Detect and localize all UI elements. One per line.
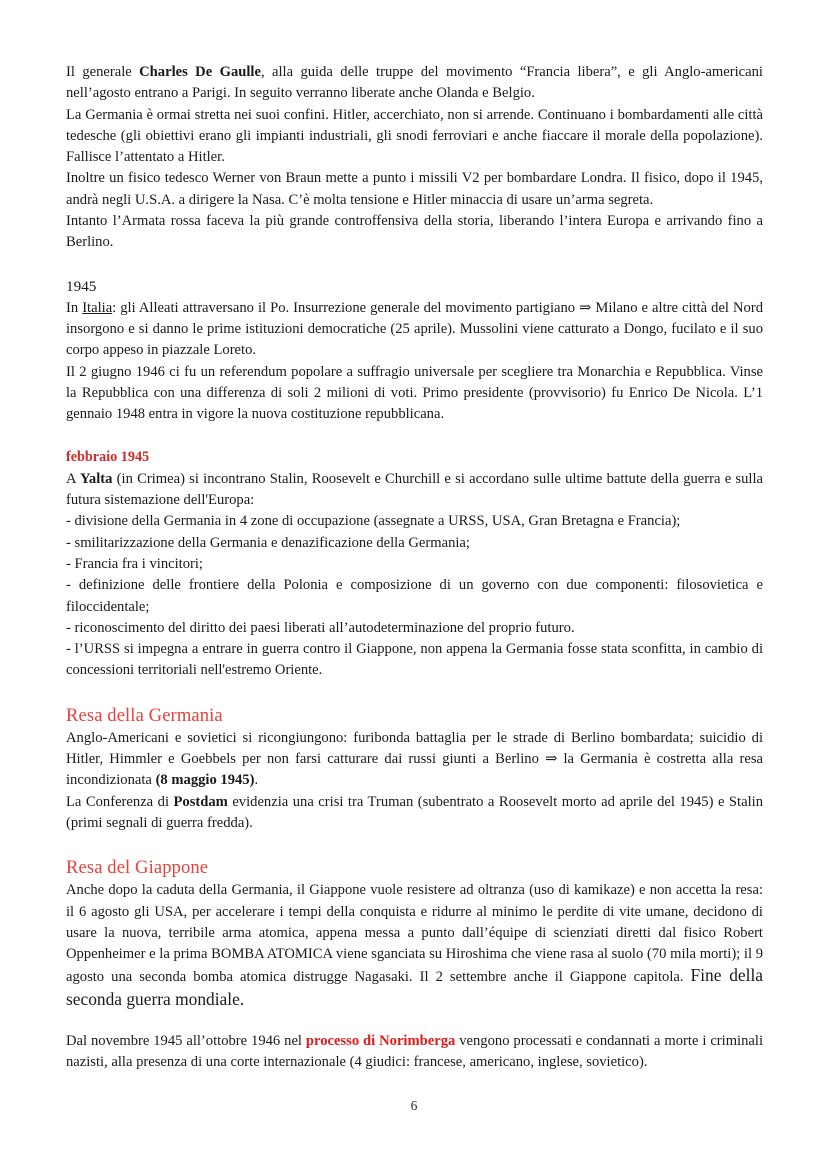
bold-yalta: Yalta (79, 470, 113, 487)
text-run: Anche dopo la caduta della Germania, il Giappone vuole resistere ad oltranza (uso di kamikaze) e non accetta la resa: il 6 agosto gli USA, per accelerare i tempi della conquista e ridurre al minimo le perdite di vite umane, decidono di usare la nuova, terribile arma atomica, appena messa a punto dall’équipe di scienziati diretti dal fisico Robert Oppenheimer e la prima BOMBA ATOMICA viene sganciata su Hiroshima che viene rasa al suolo (70 mila morti); il 9 agosto una seconda bomba atomica distrugge Nagasaki. Il 2 settembre anche il Giappone capitola. (66, 882, 763, 986)
list-item-autodeterminazione: - riconoscimento del diritto dei paesi liberati all’autodeterminazione del proprio futuro. (66, 619, 575, 636)
list-item-urss-giappone: - l’URSS si impegna a entrare in guerra contro il Giappone, non appena la Germania fosse stata sconfitta, in cambio di concessioni territoriali nell'estremo Oriente. (66, 641, 763, 679)
paragraph-bomba-atomica (66, 880, 763, 1012)
text-run: (in Crimea) si incontrano Stalin, Roosevelt e Churchill e si accordano sulle ultime battute della guerra e sulla futura sistemazione dell'Europa: (66, 470, 763, 509)
text-run: evidenzia una crisi tra Truman (subentrato a Roosevelt morto ad aprile del 1945) e Stalin (primi segnali di guerra fredda). (66, 793, 763, 831)
bold-charles-de-gaulle: Charles De Gaulle (139, 64, 261, 80)
spacer (66, 1012, 763, 1031)
list-item-smilitarizzazione: - smilitarizzazione della Germania e denazificazione della Germania; (66, 534, 470, 551)
spacer (66, 682, 763, 704)
emphasis-fine-guerra: Fine della seconda guerra mondiale. (66, 965, 763, 1009)
list-item-divisione-germania: - divisione della Germania in 4 zone di occupazione (assegnate a URSS, USA, Gran Bretagna e Francia); (66, 513, 681, 530)
text-run: : gli Alleati attraversano il Po. Insurrezione generale del movimento partigiano ⇒ Milano e altre città del Nord insorgono e si danno le prime istituzioni democratiche (25 aprile). Mussolini viene catturato a Dongo, fucilato e il suo corpo appeso in piazzale Loreto. (66, 299, 763, 359)
spacer (66, 254, 763, 276)
text-run: , alla guida delle truppe del movimento “Francia libera”, e gli Anglo-americani nell’agosto entrano a Parigi. In seguito verranno liberate anche Olanda e Belgio. (66, 64, 763, 102)
paragraph-von-braun: Inoltre un fisico tedesco Werner von Braun mette a punto i missili V2 per bombardare Londra. Il fisico, dopo il 1945, andrà negli U.S.A. a dirigere la Nasa. C’è molta tensione e Hitler minaccia di usare un’arma segreta. (66, 170, 763, 208)
bold-postdam: Postdam (173, 793, 228, 810)
heading-resa-della-germania: Resa della Germania (66, 704, 223, 726)
highlight-processo-norimberga: processo di Norimberga (305, 1032, 456, 1049)
paragraph-resa-incondizionata (66, 728, 763, 792)
text-run: Anglo-Americani e sovietici si ricongiungono: furibonda battaglia per le strade di Berlino bombardata; suicidio di Hitler, Himmler e Goebbels per non farsi catturare dai russi giunti a Berlino ⇒ la Germania è costretta alla resa incondizionata (66, 729, 763, 789)
paragraph-referendum: Il 2 giugno 1946 ci fu un referendum popolare a suffragio universale per scegliere tra Monarchia e Repubblica. Vinse la Repubblica con una differenza di soli 2 milioni di voti. Primo presidente (provvisorio) fu Enrico De Nicola. L’1 gennaio 1948 entra in vigore la nuova costituzione repubblicana. (66, 363, 763, 423)
text-run: Il generale (66, 64, 140, 80)
paragraph-yalta (66, 469, 763, 512)
text-run: . (254, 772, 259, 789)
list-item-francia-vincitori: - Francia fra i vincitori; (66, 555, 203, 572)
heading-febbraio-1945: febbraio 1945 (66, 449, 150, 466)
text-run: La Conferenza di (66, 793, 174, 810)
paragraph-norimberga (66, 1031, 763, 1074)
text-run: vengono processati e condannati a morte i criminali nazisti, alla presenza di una corte internazionale (4 giudici: francese, americano, inglese, sovietico). (66, 1032, 763, 1071)
document-body (66, 62, 763, 1074)
heading-year-1945: 1945 (66, 277, 97, 295)
text-run: In (66, 299, 83, 316)
list-item-frontiere-polonia: - definizione delle frontiere della Polonia e composizione di un governo con due componenti: filosovietica e filoccidentale; (66, 577, 763, 615)
paragraph-italia (66, 298, 763, 362)
underline-italia: Italia (82, 299, 113, 316)
bold-8-maggio-1945: (8 maggio 1945) (155, 772, 255, 789)
text-run: Dal novembre 1945 all’ottobre 1946 nel (66, 1032, 306, 1049)
paragraph-postdam (66, 792, 763, 835)
paragraph-germania-stretta: La Germania è ormai stretta nei suoi confini. Hitler, accerchiato, non si arrende. Continuano i bombardamenti alle città tedesche (gli obiettivi erano gli impianti industriali, gli snodi ferroviari e anche fiaccare il morale della popolazione). Fallisce l’attentato a Hitler. (66, 106, 763, 166)
paragraph-de-gaulle (66, 62, 763, 105)
paragraph-armata-rossa: Intanto l’Armata rossa faceva la più grande controffensiva della storia, liberando l’intera Europa e arrivando fino a Berlino. (66, 213, 763, 251)
heading-resa-del-giappone: Resa del Giappone (66, 857, 209, 879)
text-run: A (66, 470, 80, 487)
spacer (66, 834, 763, 856)
spacer (66, 425, 763, 447)
page-number: 6 (410, 1098, 418, 1113)
